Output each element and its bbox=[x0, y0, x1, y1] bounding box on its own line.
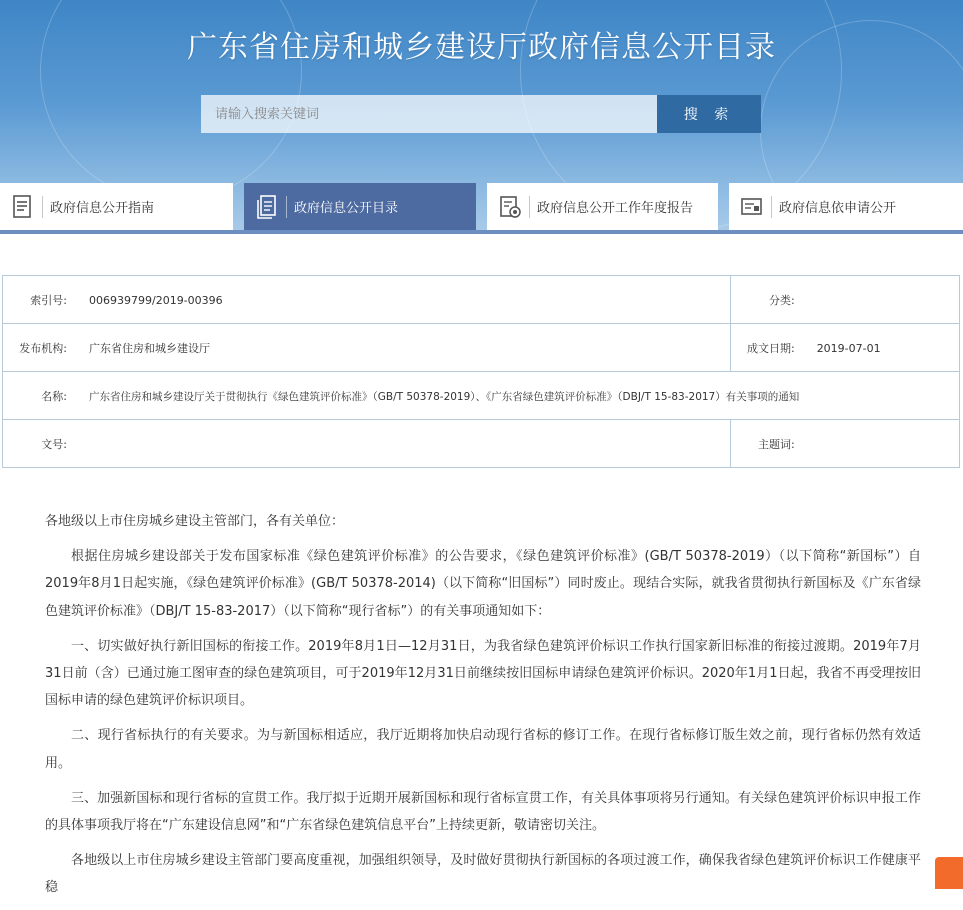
header-banner bbox=[0, 0, 963, 233]
meta-cell bbox=[730, 420, 959, 468]
meta-cell bbox=[730, 324, 959, 372]
report-badge-icon bbox=[495, 192, 525, 222]
body-paragraph: 一、切实做好执行新旧国标的衔接工作。2019年8月1日—12月31日，为我省绿色建筑评价标识工作执行国家新旧标准的衔接过渡期。2019年7月31日前（含）已通过施工图审查的绿色建筑项目，可于2019年12月31日前继续按旧国标申请绿色建筑评价标识。2020年1月1日起，我省不再受理按旧国标申请的绿色建筑评价标识项目。 bbox=[45, 638, 921, 709]
name-label: 名称: bbox=[41, 389, 67, 403]
body-paragraph: 二、现行省标执行的有关要求。为与新国标相适应，我厅近期将加快启动现行省标的修订工作。在现行省标修订版生效之前，现行省标仍然有效适用。 bbox=[45, 728, 921, 771]
table-row bbox=[3, 372, 960, 420]
tab-label: 政府信息公开指南 bbox=[50, 201, 155, 216]
index-label: 索引号: bbox=[30, 293, 67, 307]
table-row bbox=[3, 324, 960, 372]
date-label: 成文日期: bbox=[746, 341, 795, 355]
tab-apply-disclosure[interactable] bbox=[729, 183, 963, 230]
body-paragraph: 根据住房城乡建设部关于发布国家标准《绿色建筑评价标准》的公告要求，《绿色建筑评价标准》(GB/T 50378-2019）（以下简称“新国标”）自2019年8月1日起实施，《绿色建筑评价标准》(GB/T 50378-2014)（以下简称“旧国标”）同时废止。现结合实际，就我省贯彻执行新国标及《广东省绿色建筑评价标准》（DBJ/T 15-83-2017）（以下简称“现行省标”）的有关事项通知如下： bbox=[45, 549, 921, 619]
tab-label: 政府信息依申请公开 bbox=[779, 201, 897, 216]
document-metadata-table bbox=[2, 275, 960, 468]
date-value: 2019-07-01 bbox=[816, 341, 881, 355]
tab-separator bbox=[286, 196, 287, 218]
publisher-label: 发布机构: bbox=[19, 341, 67, 355]
document-body bbox=[45, 508, 921, 910]
tab-disclosure-catalog[interactable] bbox=[244, 183, 476, 230]
table-row bbox=[3, 420, 960, 468]
docno-label: 文号: bbox=[41, 437, 67, 451]
meta-cell bbox=[3, 372, 960, 420]
tab-disclosure-guide[interactable] bbox=[0, 183, 233, 230]
body-paragraph: 三、加强新国标和现行省标的宣贯工作。我厅拟于近期开展新国标和现行省标宣贯工作，有关具体事项将另行通知。有关绿色建筑评价标识申报工作的具体事项我厅将在“广东建设信息网”和“广东省绿色建筑信息平台”上持续更新，敬请密切关注。 bbox=[45, 790, 921, 834]
salutation: 各地级以上市住房城乡建设主管部门，各有关单位： bbox=[45, 514, 345, 529]
tab-separator bbox=[42, 196, 43, 218]
tab-annual-report[interactable] bbox=[487, 183, 718, 230]
tab-label: 政府信息公开目录 bbox=[294, 201, 399, 216]
search-button[interactable]: 搜 索 bbox=[657, 95, 761, 133]
tab-separator bbox=[771, 196, 772, 218]
meta-cell bbox=[3, 420, 731, 468]
meta-cell bbox=[730, 276, 959, 324]
category-label: 分类: bbox=[768, 293, 795, 307]
table-row bbox=[3, 276, 960, 324]
document-list-icon bbox=[8, 192, 38, 222]
stacked-documents-icon bbox=[252, 192, 282, 222]
tab-separator bbox=[529, 196, 530, 218]
keywords-label: 主题词: bbox=[757, 437, 795, 451]
body-paragraph: 各地级以上市住房城乡建设主管部门要高度重视，加强组织领导，及时做好贯彻执行新国标的各项过渡工作，确保我省绿色建筑评价标识工作健康平稳 bbox=[45, 853, 921, 896]
meta-cell bbox=[3, 324, 731, 372]
index-value: 006939799/2019-00396 bbox=[89, 293, 223, 307]
tab-label: 政府信息公开工作年度报告 bbox=[537, 201, 694, 216]
name-value: 广东省住房和城乡建设厅关于贯彻执行《绿色建筑评价标准》（GB/T 50378-2019）、《广东省绿色建筑评价标准》（DBJ/T 15-83-2017）有关事项的通知 bbox=[89, 390, 800, 403]
application-form-icon bbox=[737, 192, 767, 222]
corner-logo-icon[interactable] bbox=[935, 857, 963, 889]
tab-underline-band bbox=[0, 230, 963, 234]
site-title: 广东省住房和城乡建设厅政府信息公开目录 bbox=[187, 30, 776, 65]
publisher-value: 广东省住房和城乡建设厅 bbox=[89, 341, 210, 355]
search-input[interactable] bbox=[201, 95, 657, 133]
meta-cell bbox=[3, 276, 731, 324]
